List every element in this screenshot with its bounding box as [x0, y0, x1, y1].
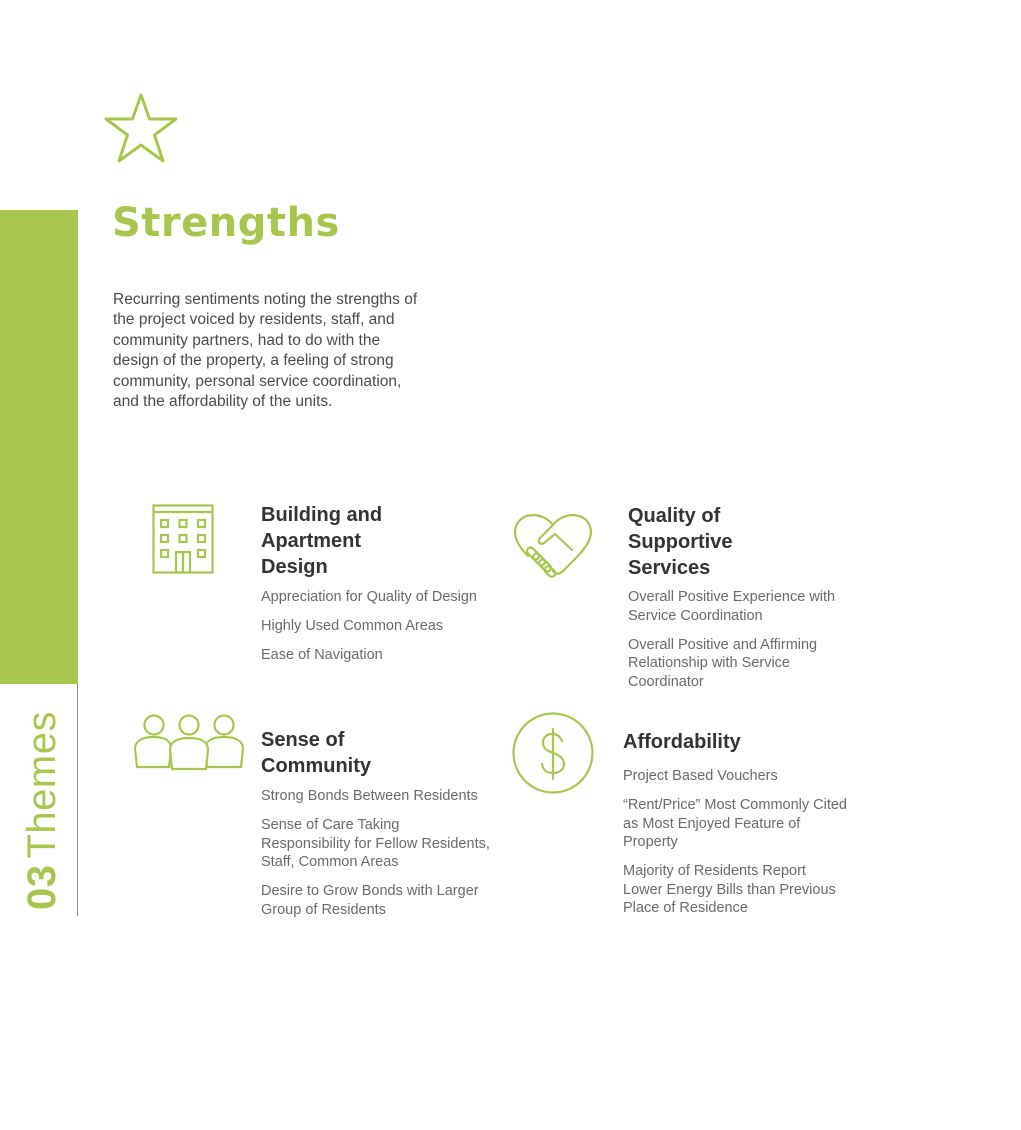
list-item: Appreciation for Quality of Design	[261, 589, 477, 605]
list-item: Desire to Grow Bonds with Larger Group of Residents	[261, 883, 479, 918]
list-item: Strong Bonds Between Residents	[261, 788, 478, 804]
heading-line: Design	[261, 556, 328, 578]
heading-line: Building and	[261, 504, 383, 526]
heading-line: Supportive	[628, 531, 733, 553]
strength-points-services	[628, 588, 850, 702]
list-item: Highly Used Common Areas	[261, 618, 444, 634]
list-item: Project Based Vouchers	[623, 768, 778, 784]
strength-points-building	[261, 588, 491, 675]
strength-heading-building	[261, 502, 382, 580]
heading-line: Community	[261, 755, 371, 777]
section-color-bar	[0, 210, 78, 684]
section-number: 03	[20, 864, 64, 910]
page-title: Strengths	[112, 200, 340, 246]
strength-heading-community	[261, 727, 371, 779]
people-group-icon	[133, 713, 245, 771]
heading-line: Quality of	[628, 505, 721, 527]
heading-line: Services	[628, 557, 711, 579]
list-item: Ease of Navigation	[261, 647, 383, 663]
section-name: Themes	[20, 711, 64, 859]
heading-line: Sense of	[261, 729, 345, 751]
heading-line: Affordability	[623, 731, 741, 753]
strength-heading-affordability	[623, 729, 741, 755]
dollar-icon	[511, 711, 595, 795]
list-item: Overall Positive and Affirming Relationship with Service Coordinator	[628, 636, 818, 690]
strength-heading-services	[628, 503, 732, 581]
strength-points-community	[261, 787, 491, 930]
handshake-icon	[512, 510, 594, 586]
list-item: Majority of Residents Report Lower Energy Bills than Previous Place of Residence	[623, 863, 836, 916]
list-item: Overall Positive Experience with Service Coordination	[628, 589, 836, 624]
section-label	[22, 711, 62, 910]
section-divider-line	[77, 684, 78, 916]
intro-paragraph: Recurring sentiments noting the strengths of the project voiced by residents, staff, and community partners, had to do with the design of the property, a feeling of strong community, personal service coordination, and the affordability of the units.	[113, 291, 418, 411]
list-item: Sense of Care Taking Responsibility for Fellow Residents, Staff, Common Areas	[261, 817, 490, 870]
strength-points-affordability	[623, 767, 849, 928]
heading-line: Apartment	[261, 530, 362, 552]
list-item: “Rent/Price” Most Commonly Cited as Most Enjoyed Feature of Property	[623, 797, 847, 850]
star-icon	[103, 92, 179, 164]
building-icon	[152, 504, 214, 574]
